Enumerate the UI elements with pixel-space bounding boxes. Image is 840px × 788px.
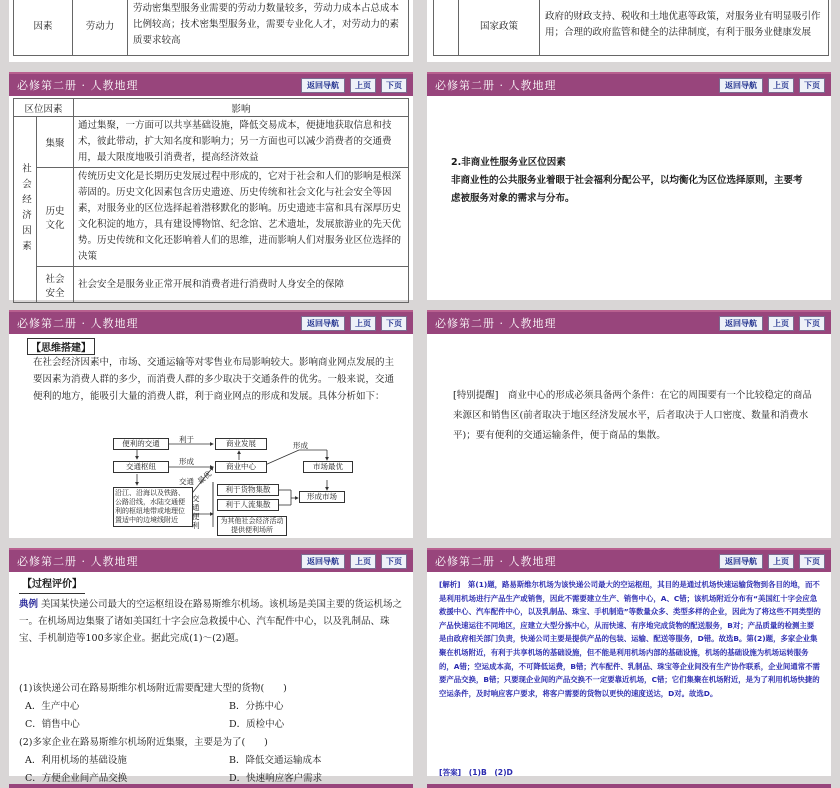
row-sub: 劳动力	[73, 0, 128, 56]
section-text: 非商业性的公共服务业着眼于社会福利分配公平，以均衡化为区位选择原则，主要考虑被服务对象的需求与分布。	[451, 175, 803, 204]
box-form-market: 形成市场	[299, 491, 345, 503]
back-to-nav-button[interactable]: 返回导航	[301, 554, 345, 569]
row-name: 集聚	[37, 117, 74, 168]
q1-option-d[interactable]: D．质检中心	[229, 719, 285, 730]
row-text: 传统历史文化是长期历史发展过程中形成的，它对于社会和人们的影响是根深蒂固的。历史文化因素包含历史遗迹、历史传统和社会文化与社会安全等因素，对服务业的区位选择起着潜移默化的影响。历史遗迹丰富和具有深厚历史文化积淀的地方，具有建设博物馆、纪念馆、艺术遗址，发展旅游业的先天优势。历史传统和文化还影响着人们的思维，进而影响人们对服务业区位选择的决策	[74, 168, 409, 267]
box-transport-hub: 交通枢纽	[113, 461, 169, 473]
label-transport: 交通	[179, 477, 194, 486]
label-optimal: 最优	[195, 469, 214, 486]
prev-page-button[interactable]: 上页	[350, 78, 376, 93]
slide-title: 必修第二册 · 人教地理	[17, 555, 139, 568]
factor-table-partial	[13, 0, 409, 56]
q2-option-a[interactable]: A．利用机场的基础设施	[25, 755, 127, 766]
slide-header	[9, 310, 413, 334]
box-other-activities: 为其他社会经济活动提供便利场所	[217, 516, 287, 536]
col-header-impact: 影响	[74, 99, 409, 117]
box-people-flow: 利于人流集散	[217, 499, 279, 511]
next-slide-left-edge	[9, 784, 413, 788]
box-commerce-development: 商业发展	[215, 438, 267, 450]
slide-thinking	[9, 310, 413, 538]
q1-option-b[interactable]: B．分拣中心	[229, 701, 284, 712]
prev-page-button[interactable]: 上页	[768, 316, 794, 331]
question-1: (1)该快递公司在路易斯维尔机场附近需要配建大型的货物( )	[19, 683, 287, 694]
slide-factors-table	[9, 72, 413, 300]
slide-evaluation	[9, 548, 413, 784]
next-page-button[interactable]: 下页	[799, 554, 825, 569]
q2-option-c[interactable]: C．方便企业间产品交换	[25, 773, 128, 784]
slide-title: 必修第二册 · 人教地理	[435, 317, 557, 330]
back-to-nav-button[interactable]: 返回导航	[719, 316, 763, 331]
col-header-factor: 区位因素	[14, 99, 74, 117]
analysis-text: [解析] 第(1)题，路易斯维尔机场为该快递公司最大的空运枢纽，其目的是通过机场快速运输货物到各目的地，而不是利用机场进行产品生产或销售，因此不需要建立生产、销售中心，A、C错；该机场附近分布有“美国红十字会应急救援中心、汽车配件中心，以及乳制品、珠宝、手机制造”等数量众多、类型多样的企业，因此为了将这些不同类型的产品快速运往不同地区，应建立大型分拣中心，从而快速、有序地完成货物的配送服务，B对；产品质量的检测主要是由政府相关部门负责，快递公司主要是提供产品的包装、运输、配送等服务，D错。故选B。第(2)题，多家企业集聚在机场附近，有利于共享机场的基础设施，但不能是利用机场内部的基础设施，机场的基础设施为机场运转服务的，A错；空运成本高，不可降低运费，B错；汽车配件、乳制品、珠宝等企业间没有生产协作联系，企业间通常不需要产品交换，B错；只要现企业间的产品交换不一定要靠近机场，C错；它们集聚在机场附近，是为了利用机场快捷的空运条件，及时响应客户要求，将客户需要的货物以更快的速度送达，D对。故选D。	[439, 580, 821, 698]
label-form-a: 形成	[179, 457, 194, 466]
section-heading: 2.非商业性服务业区位因素	[451, 157, 566, 168]
section-box-title: 【过程评价】	[19, 576, 85, 594]
q1-option-c[interactable]: C．销售中心	[25, 719, 80, 730]
label-conducive: 利于	[179, 435, 194, 444]
next-page-button[interactable]: 下页	[381, 554, 407, 569]
slide-header	[427, 310, 831, 334]
section-text: 在社会经济因素中，市场、交通运输等对零售业布局影响较大。影响商业网点发展的主要因素为消费人群的多少，而消费人群的多少取决于交通条件的优劣。一般来说，交通便利的地方，能吸引大量的消费人群，利于商业网点的形成和发展。具体分析如下：	[33, 357, 395, 402]
prev-page-button[interactable]: 上页	[350, 554, 376, 569]
row-text: 政府的财政支持、税收和土地优惠等政策，对服务业有明显吸引作用；合理的政府监管和健全的法律制度，有利于服务业健康发展	[540, 0, 829, 56]
q2-option-b[interactable]: B．降低交通运输成本	[229, 755, 322, 766]
slide-title: 必修第二册 · 人教地理	[435, 79, 557, 92]
slide-header	[9, 548, 413, 572]
factors-table	[13, 98, 409, 303]
row-text: 社会安全是服务业正常开展和消费者进行消费时人身安全的保障	[74, 267, 409, 303]
reminder-text: [特别提醒] 商业中心的形成必须具备两个条件：在它的周围要有一个比较稳定的商品来源区和销售区(前者取决于地区经济发展水平，后者取决于人口密度、数量和消费水平)；要有便利的交通运输条件，便于商品的集散。	[453, 390, 812, 441]
slide-reminder	[427, 310, 831, 538]
example-label: 典例	[19, 599, 39, 610]
slide-top-right	[427, 0, 831, 62]
box-convenient-transport: 便利的交通	[113, 438, 169, 450]
label-transport-convenient: 交通便利	[192, 494, 200, 530]
next-slide-right-edge	[427, 784, 831, 788]
row-name: 历史文化	[37, 168, 74, 267]
question-2: (2)多家企业在路易斯维尔机场附近集聚，主要是为了( )	[19, 737, 268, 748]
back-to-nav-button[interactable]: 返回导航	[719, 78, 763, 93]
back-to-nav-button[interactable]: 返回导航	[719, 554, 763, 569]
row-text: 劳动密集型服务业需要的劳动力数量较多，劳动力成本占总成本比例较高；技术密集型服务业，需要专业化人才，对劳动力的素质要求较高	[128, 0, 409, 56]
slide-title: 必修第二册 · 人教地理	[17, 79, 139, 92]
slide-analysis	[427, 548, 831, 776]
row-head: 因素	[14, 0, 73, 56]
prev-page-button[interactable]: 上页	[768, 554, 794, 569]
label-form-b: 形成	[293, 441, 308, 450]
q1-option-a[interactable]: A．生产中心	[25, 701, 80, 712]
slide-noncommercial	[427, 72, 831, 300]
next-page-button[interactable]: 下页	[799, 316, 825, 331]
next-page-button[interactable]: 下页	[381, 78, 407, 93]
group-label: 社会经济因素	[14, 117, 37, 303]
row-name: 社会安全	[37, 267, 74, 303]
next-page-button[interactable]: 下页	[799, 78, 825, 93]
flow-diagram	[9, 432, 413, 542]
policy-table-partial	[433, 0, 829, 56]
row-text: 通过集聚，一方面可以共享基础设施，降低交易成本，便捷地获取信息和技术，彼此带动，扩大知名度和影响力；另一方面也可以减少消费者的交通费用，最大限度地吸引消费者，提高经济效益	[74, 117, 409, 168]
slide-title: 必修第二册 · 人教地理	[17, 317, 139, 330]
prev-page-button[interactable]: 上页	[350, 316, 376, 331]
box-goods-distribution: 利于货物集散	[217, 484, 279, 496]
slide-header	[9, 72, 413, 96]
example-text: 典例 美国某快递公司最大的空运枢纽设在路易斯维尔机场。该机场是美国主要的货运机场之一。在机场周边集聚了诸如美国红十字会应急救援中心、汽车配件中心，以及乳制品、珠宝、手机制造等100多家企业。据此完成(1)～(2)题。	[19, 599, 403, 644]
next-page-button[interactable]: 下页	[381, 316, 407, 331]
slide-top-left	[9, 0, 413, 62]
prev-page-button[interactable]: 上页	[768, 78, 794, 93]
q2-option-d[interactable]: D．快速响应客户需求	[229, 773, 323, 784]
box-hub-locations: 沿江、沿海以及铁路、公路沿线，水陆交通便利的枢纽地带或地理位置适中的边境线附近	[113, 487, 193, 527]
slide-header	[427, 72, 831, 96]
box-commercial-center: 商业中心	[215, 461, 267, 473]
slide-header	[427, 548, 831, 572]
back-to-nav-button[interactable]: 返回导航	[301, 316, 345, 331]
answer-text: [答案] (1)B (2)D	[439, 768, 513, 777]
box-market-optimal: 市场最优	[303, 461, 353, 473]
row-sub: 国家政策	[459, 0, 540, 56]
section-box-title: 【思维搭建】	[27, 338, 95, 355]
flow-arrows	[9, 432, 413, 542]
slide-title: 必修第二册 · 人教地理	[435, 555, 557, 568]
back-to-nav-button[interactable]: 返回导航	[301, 78, 345, 93]
